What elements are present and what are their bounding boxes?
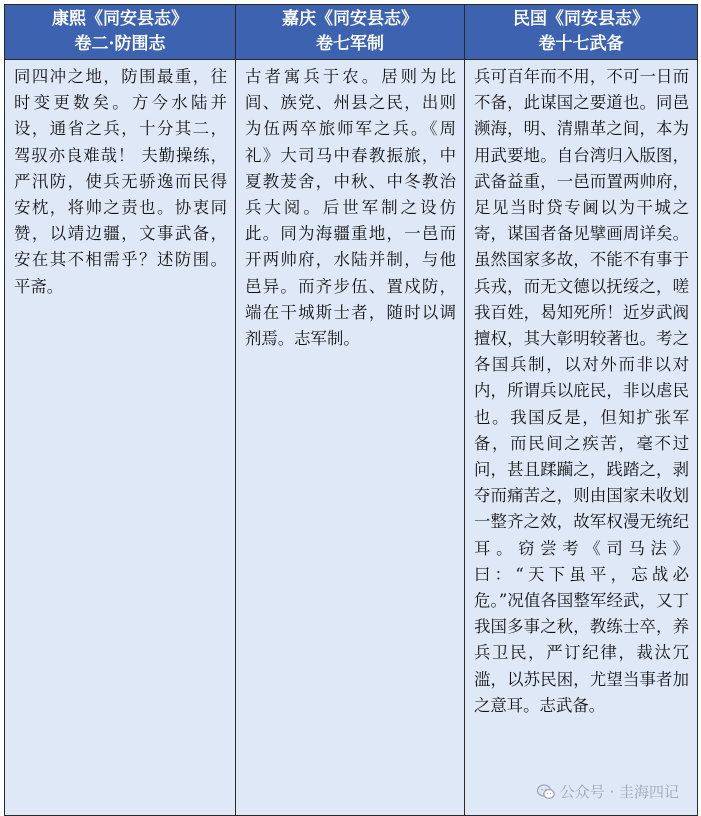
column-header-jiaqing	[236, 5, 465, 60]
table-cell-kangxi	[5, 60, 236, 816]
cell-text: 同四冲之地，防围最重，往时变更数矣。方今水陆并设，通省之兵，十分其二，驾驭亦良难哉！ 夫勤操练，严汛防，使兵无骄逸而民得安枕，将帅之责也。协衷同赞，以靖边疆，文事武备，安在其不相需乎？述防围。平斋。	[14, 67, 227, 296]
header-title: 民国《同安县志》	[513, 9, 649, 29]
column-header-minguo	[465, 5, 698, 60]
header-title: 康熙《同安县志》	[52, 9, 188, 29]
table-row	[5, 60, 698, 816]
wechat-icon	[537, 784, 555, 800]
table-cell-minguo	[465, 60, 698, 816]
header-subtitle: 卷七军制	[316, 34, 384, 54]
header-title: 嘉庆《同安县志》	[282, 9, 418, 29]
comparison-table	[4, 4, 698, 816]
header-subtitle: 卷十七武备	[538, 34, 624, 54]
cell-text: 古者寓兵于农。居则为比闾、族党、州县之民，出则为伍两卒旅师军之兵。《周礼》大司马中春教振旅，中夏教茇舍，中秋、中冬教治兵大阅。后世军制之设仿此。同为海疆重地，一邑而开两帅府，水陆并制，与他邑异。而齐步伍、置戍防，端在干城斯士者，随时以调剂焉。志军制。	[245, 67, 456, 349]
cell-text: 兵可百年而不用，不可一日而不备，此谋国之要道也。同邑濒海，明、清鼎革之间，本为用武要地。自台湾归入版图，武备益重，一邑而置两帅府，足见当时贷专阃以为干城之寄，谋国者备见擘画周详矣。虽然国家多故，不能不有事于兵戎，而无文德以抚绥之，嗟我百姓，曷知死所！近岁武阀擅权，其大彰明较著也。考之各国兵制，以对外而非以对内，所谓兵以庇民，非以虐民也。我国反是，但知扩张军备，而民间之疾苦，毫不过问，甚且蹂躏之，践踏之，剥夺而痛苦之，则由国家未收划一整齐之效，故军权漫无统纪耳。窃尝考《司马法》曰：“天下虽平，忘战必危。”况值各国整军经武，又丁我国多事之秋，教练士卒，养兵卫民，严订纪律，裁汰冗滥，以苏民困，尤望当事者加之意耳。志武备。	[474, 67, 689, 715]
header-subtitle: 卷二·防围志	[74, 34, 166, 54]
table-cell-jiaqing	[236, 60, 465, 816]
table-header-row	[5, 5, 698, 60]
column-header-kangxi	[5, 5, 236, 60]
watermark-text: 公众号 · 圭海四记	[559, 783, 679, 801]
watermark	[537, 781, 679, 802]
